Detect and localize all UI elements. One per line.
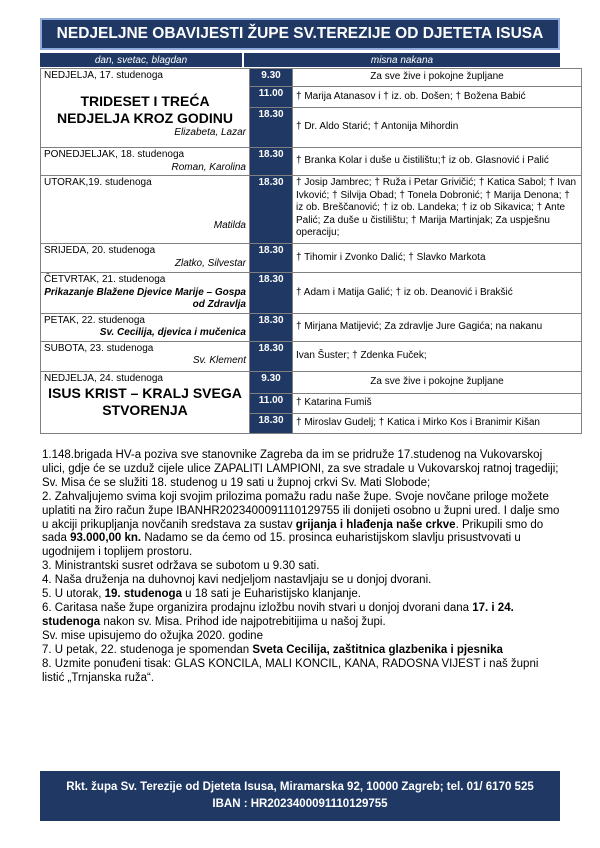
announcement-emphasis: grijanja i hlađenja naše crkve bbox=[295, 518, 456, 531]
day-name: ČETVRTAK, 21. studenoga bbox=[44, 274, 166, 285]
day-cell bbox=[41, 371, 250, 433]
column-header-day: dan, svetac, blagdan bbox=[40, 53, 242, 67]
footer-iban: IBAN : HR2023400091110129755 bbox=[212, 798, 388, 810]
announcement-text: 5. U utorak, bbox=[42, 588, 105, 601]
announcement-item: 1.148.brigada HV-a poziva sve stanovnike Zagreba da im se pridruže 17.studenog na Vukovarskoj ulici, gdje će se uzduž cijele ulice ZAPALITI LAMPIONI, za sve stradale u Vukovarskoj ratnoj tragediji; Sv. Misa će se služiti 18. studenog u 19 sati u župnoj crkvi Sv. Mati Slobode; bbox=[42, 449, 559, 489]
announcement-item bbox=[42, 602, 560, 630]
mass-time: 18.30 bbox=[250, 413, 293, 433]
mass-time: 18.30 bbox=[250, 341, 293, 371]
mass-intention: † Mirjana Matijević; Za zdravlje Jure Gagića; na nakanu bbox=[293, 313, 582, 341]
mass-time: 11.00 bbox=[250, 87, 293, 108]
day-name: SUBOTA, 23. studenoga bbox=[44, 342, 154, 354]
mass-time: 18.30 bbox=[250, 108, 293, 148]
day-cell bbox=[41, 148, 250, 176]
table-row bbox=[41, 176, 582, 244]
page-title: NEDJELJNE OBAVIJESTI ŽUPE SV.TEREZIJE OD DJETETA ISUSA bbox=[40, 18, 560, 50]
column-header-intention: misna nakana bbox=[244, 53, 560, 67]
announcement-text: u 18 sati je Euharistijsko klanjanje. bbox=[181, 588, 361, 601]
feast-title: Sv. Cecilija, djevica i mučenica bbox=[99, 327, 246, 338]
table-row bbox=[41, 244, 582, 273]
announcement-emphasis: Sveta Cecilija, zaštitnica glazbenika i pjesnika bbox=[252, 643, 503, 656]
mass-intention: † Katarina Fumiš bbox=[293, 393, 582, 413]
footer-address: Rkt. župa Sv. Terezije od Djeteta Isusa, Miramarska 92, 10000 Zagreb; tel. 01/ 6170 525 bbox=[66, 781, 534, 793]
mass-time: 18.30 bbox=[250, 176, 293, 244]
mass-time: 18.30 bbox=[250, 313, 293, 341]
feast-title: Prikazanje Blažene Djevice Marije – Gospa od Zdravlja bbox=[44, 286, 246, 310]
table-row bbox=[41, 341, 582, 371]
announcement-text: Nadamo se da ćemo od 15. prosinca euharistijskom slavlju prisustvovati u ugodnijem i toplijem prostoru. bbox=[42, 532, 521, 559]
day-name: NEDJELJA, 17. studenoga bbox=[44, 70, 163, 81]
table-row bbox=[41, 148, 582, 176]
saint-names: Elizabeta, Lazar bbox=[174, 126, 246, 138]
day-cell bbox=[41, 341, 250, 371]
announcement-text: nakon sv. Misa. Prihod ide najpotrebitijima u našoj župi. bbox=[100, 615, 386, 628]
saint-names: Sv. Klement bbox=[192, 355, 246, 366]
mass-intention: † Josip Jambrec; † Ruža i Petar Grivičić; † Katica Sabol; † Ivan Ivković; † Silvija Obad; † Tonela Dobronić; † Marija Denona; † iz ob. Breščanović; † iz ob. Landeka; † iz ob Sikavica; † Ante Palić; Za duše u čistilištu; † Marija Martinjak; Za uspješnu operaciju; bbox=[293, 176, 582, 244]
mass-time: 11.00 bbox=[250, 393, 293, 413]
day-cell bbox=[41, 273, 250, 314]
announcement-item bbox=[42, 588, 560, 602]
saint-names: Zlatko, Silvestar bbox=[174, 257, 246, 269]
mass-intention: Za sve žive i pokojne župljane bbox=[293, 371, 582, 393]
announcement-item: Sv. mise upisujemo do ožujka 2020. godine bbox=[42, 629, 263, 642]
day-cell bbox=[41, 176, 250, 244]
mass-intention: † Miroslav Gudelj; † Katica i Mirko Kos i Branimir Kišan bbox=[293, 413, 582, 433]
day-cell bbox=[41, 244, 250, 273]
day-name: NEDJELJA, 24. studenoga bbox=[44, 372, 163, 384]
day-name: PETAK, 22. studenoga bbox=[44, 314, 145, 326]
mass-time: 18.30 bbox=[250, 273, 293, 314]
announcement-item bbox=[42, 491, 560, 561]
table-row bbox=[41, 313, 582, 341]
day-cell bbox=[41, 313, 250, 341]
mass-schedule-table bbox=[40, 68, 582, 434]
day-name: PONEDJELJAK, 18. studenoga bbox=[44, 149, 185, 160]
day-cell bbox=[41, 69, 250, 148]
mass-intention: † Branka Kolar i duše u čistilištu;† iz ob. Glasnović i Palić bbox=[293, 148, 582, 176]
saint-names: Roman, Karolina bbox=[171, 161, 246, 173]
table-row bbox=[41, 273, 582, 314]
announcement-item: 3. Ministrantski susret održava se subotom u 9.30 sati. bbox=[42, 560, 320, 573]
announcements bbox=[42, 449, 560, 685]
footer bbox=[40, 771, 560, 821]
table-row bbox=[41, 69, 582, 87]
announcement-emphasis: 19. studenoga bbox=[104, 588, 182, 601]
mass-time: 9.30 bbox=[250, 371, 293, 393]
announcement-item: 4. Naša druženja na duhovnoj kavi nedjeljom nastavljaju se u donjoj dvorani. bbox=[42, 574, 432, 587]
mass-intention: † Tihomir i Zvonko Dalić; † Slavko Markota bbox=[293, 244, 582, 273]
mass-time: 9.30 bbox=[250, 69, 293, 87]
feast-title: TRIDESET I TREĆA NEDJELJA KROZ GODINU bbox=[56, 92, 234, 126]
mass-time: 18.30 bbox=[250, 244, 293, 273]
table-row bbox=[41, 371, 582, 393]
announcement-text: 7. U petak, 22. studenoga je spomendan bbox=[42, 643, 253, 656]
mass-time: 18.30 bbox=[250, 148, 293, 176]
day-name: UTORAK,19. studenoga bbox=[44, 177, 152, 188]
mass-intention: † Adam i Matija Galić; † iz ob. Deanović i Brakšić bbox=[293, 273, 582, 314]
day-name: SRIJEDA, 20. studenoga bbox=[44, 245, 156, 256]
saint-names: Matilda bbox=[213, 219, 246, 231]
mass-intention: † Dr. Aldo Starić; † Antonija Mihordin bbox=[293, 108, 582, 148]
announcement-emphasis: 17. i 24. studenoga bbox=[42, 601, 514, 628]
announcement-text: 6. Caritasa naše župe organizira prodajnu izložbu novih stvari u donjoj dvorani dana bbox=[42, 601, 473, 614]
announcement-emphasis: 93.000,00 kn. bbox=[70, 532, 142, 545]
announcement-item: 8. Uzmite ponuđeni tisak: GLAS KONCILA, MALI KONCIL, KANA, RADOSNA VIJEST i naš župni listić „Trnjanska ruža“. bbox=[42, 657, 539, 684]
feast-title: ISUS KRIST – KRALJ SVEGA STVORENJA bbox=[48, 385, 242, 418]
mass-intention: Ivan Šuster; † Zdenka Fuček; bbox=[293, 341, 582, 371]
mass-intention: Za sve žive i pokojne župljane bbox=[293, 69, 582, 87]
announcement-text: . Prikupili smo do sada bbox=[42, 518, 544, 545]
announcement-item bbox=[42, 644, 560, 658]
mass-intention: † Marija Atanasov i † iz. ob. Došen; † Božena Babić bbox=[293, 87, 582, 108]
announcement-text: 2. Zahvaljujemo svima koji svojim prilozima pomažu radu naše župe. Svoje novčane priloge možete uplatiti na žiro račun župe IBANHR2023400091110129755 ili donijeti osobno u župni ured. I dalje smo u akciji prikupljanja novčanih sredstava za sustav bbox=[42, 490, 560, 531]
